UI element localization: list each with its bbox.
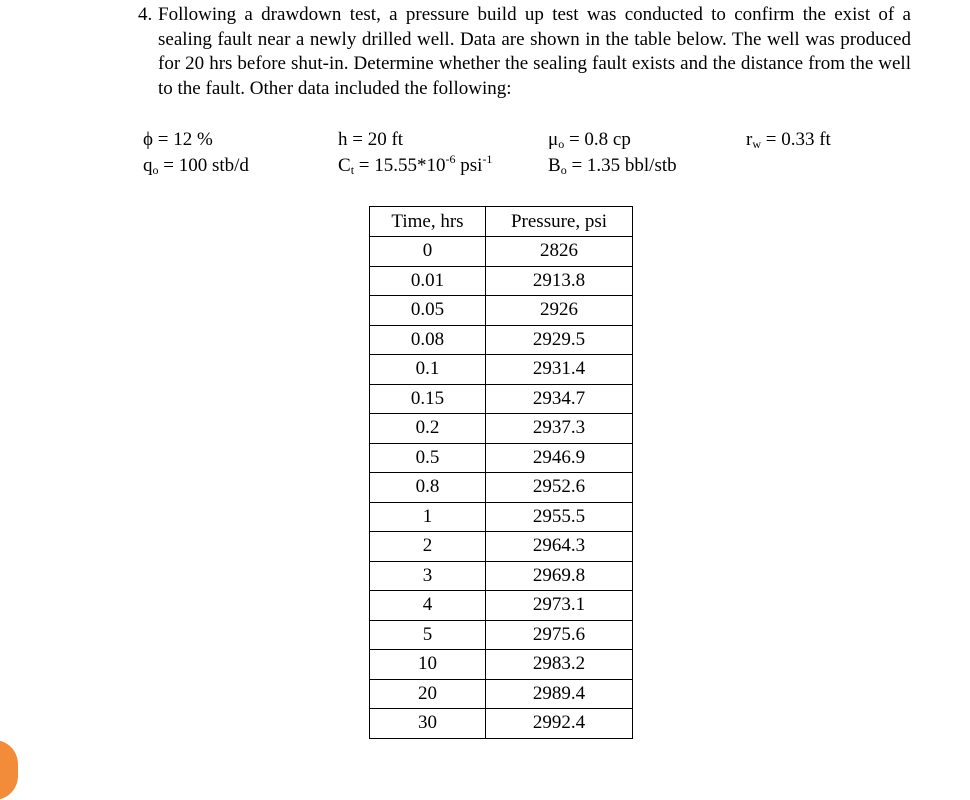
pressure-cell: 2973.1 — [486, 591, 633, 621]
pressure-cell: 2826 — [486, 237, 633, 267]
pressure-cell: 2926 — [486, 296, 633, 326]
param-viscosity: $\mu_o = 0.8$ cp — [548, 129, 631, 151]
pressure-cell: 2989.4 — [486, 679, 633, 709]
table-row — [370, 473, 633, 503]
table-header-row — [370, 207, 633, 237]
param-compressibility: $C_t = 15.55*10^{-6}$ psi$^{-1}$ — [338, 152, 493, 177]
param-formation-volume-factor: $B_o = 1.35$ bbl/stb — [548, 155, 677, 177]
table-row — [370, 443, 633, 473]
time-cell: 10 — [370, 650, 486, 680]
table-row — [370, 266, 633, 296]
time-cell: 0.2 — [370, 414, 486, 444]
pressure-cell: 2955.5 — [486, 502, 633, 532]
header-pressure: Pressure, psi — [486, 207, 633, 237]
pressure-cell: 2983.2 — [486, 650, 633, 680]
pressure-data-table — [369, 206, 633, 739]
problem-text: Following a drawdown test, a pressure build up test was conducted to confirm the exist of a sealing fault near a newly drilled well. Data are shown in the table below. The well was produced for 20 hrs before shut-in. Determine whether the sealing fault exists and the distance from the well to the fault. Other data included the following: — [158, 4, 911, 99]
orange-corner-shape — [0, 740, 18, 800]
time-cell: 20 — [370, 679, 486, 709]
header-time: Time, hrs — [370, 207, 486, 237]
table-row — [370, 709, 633, 739]
table-row — [370, 679, 633, 709]
table-row — [370, 384, 633, 414]
time-cell: 0.01 — [370, 266, 486, 296]
problem-number: 4. — [138, 4, 153, 25]
pressure-cell: 2946.9 — [486, 443, 633, 473]
pressure-cell: 2992.4 — [486, 709, 633, 739]
time-cell: 2 — [370, 532, 486, 562]
table-row — [370, 502, 633, 532]
time-cell: 30 — [370, 709, 486, 739]
table-row — [370, 237, 633, 267]
pressure-cell: 2975.6 — [486, 620, 633, 650]
time-cell: 0.08 — [370, 325, 486, 355]
table-row — [370, 650, 633, 680]
time-cell: 0 — [370, 237, 486, 267]
param-porosity: ϕ = 12 % — [143, 129, 213, 150]
time-cell: 0.05 — [370, 296, 486, 326]
table-row — [370, 414, 633, 444]
time-cell: 4 — [370, 591, 486, 621]
time-cell: 3 — [370, 561, 486, 591]
time-cell: 0.5 — [370, 443, 486, 473]
pressure-cell: 2913.8 — [486, 266, 633, 296]
time-cell: 0.1 — [370, 355, 486, 385]
time-cell: 5 — [370, 620, 486, 650]
time-cell: 0.15 — [370, 384, 486, 414]
pressure-cell: 2937.3 — [486, 414, 633, 444]
pressure-cell: 2969.8 — [486, 561, 633, 591]
time-cell: 1 — [370, 502, 486, 532]
table-row — [370, 561, 633, 591]
pressure-cell: 2929.5 — [486, 325, 633, 355]
pressure-cell: 2952.6 — [486, 473, 633, 503]
table-row — [370, 591, 633, 621]
table-row — [370, 620, 633, 650]
pressure-cell: 2934.7 — [486, 384, 633, 414]
pressure-cell: 2931.4 — [486, 355, 633, 385]
param-wellbore-radius: $r_w = 0.33$ ft — [746, 129, 831, 151]
table-row — [370, 532, 633, 562]
time-cell: 0.8 — [370, 473, 486, 503]
param-thickness: h = 20 ft — [338, 129, 404, 150]
table-row — [370, 325, 633, 355]
param-flow-rate: $q_o = 100$ stb/d — [143, 155, 249, 177]
pressure-cell: 2964.3 — [486, 532, 633, 562]
table-row — [370, 355, 633, 385]
table-row — [370, 296, 633, 326]
